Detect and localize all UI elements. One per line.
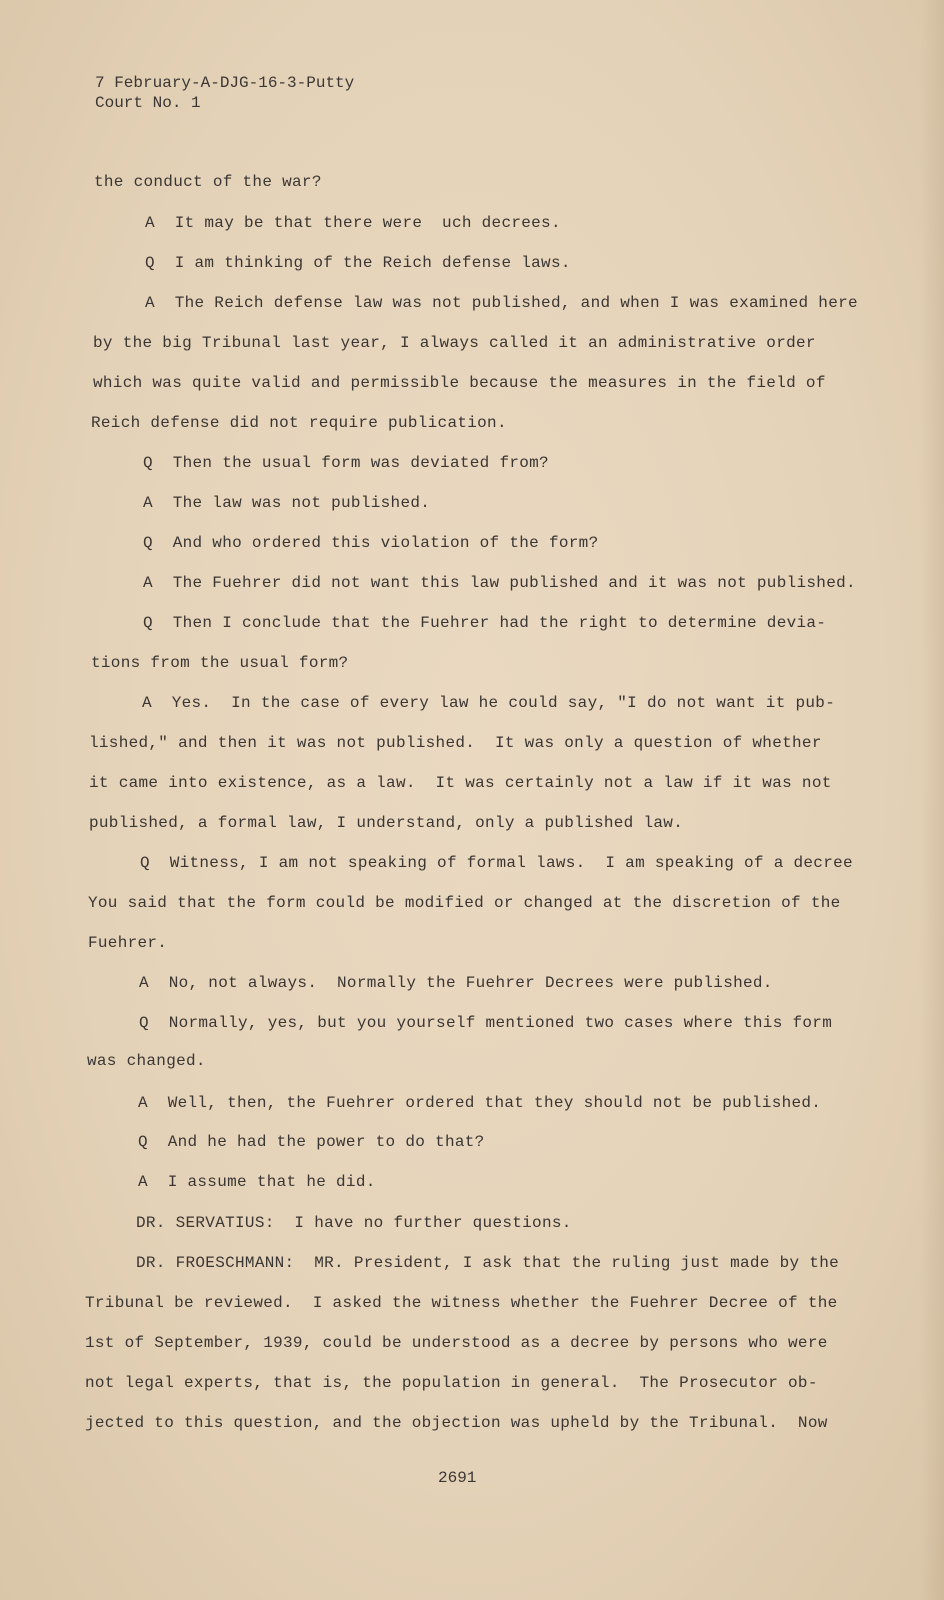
text-line: You said that the form could be modified or changed at the discretion of the xyxy=(88,894,841,912)
text-line: Reich defense did not require publication. xyxy=(91,414,507,432)
text-line: A Well, then, the Fuehrer ordered that they should not be published. xyxy=(138,1094,822,1112)
text-line: Tribunal be reviewed. I asked the witness whether the Fuehrer Decree of the xyxy=(85,1294,838,1312)
text-line: DR. SERVATIUS: I have no further questions. xyxy=(136,1214,572,1232)
text-line: by the big Tribunal last year, I always called it an administrative order xyxy=(93,334,816,352)
text-line: A It may be that there were uch decrees. xyxy=(145,214,561,232)
text-line: A The Reich defense law was not published, and when I was examined here xyxy=(145,294,858,312)
text-line: A I assume that he did. xyxy=(138,1173,376,1191)
text-line: A Yes. In the case of every law he could say, "I do not want it pub- xyxy=(142,694,836,712)
text-line: it came into existence, as a law. It was certainly not a law if it was not xyxy=(89,774,832,792)
text-line: Q Normally, yes, but you yourself mentioned two cases where this form xyxy=(139,1014,833,1032)
text-line: Q I am thinking of the Reich defense laws. xyxy=(145,254,571,272)
text-line: Q And who ordered this violation of the form? xyxy=(143,534,599,552)
page-edge-shadow xyxy=(920,0,944,1600)
document-header xyxy=(95,73,354,113)
text-line: A No, not always. Normally the Fuehrer Decrees were published. xyxy=(139,974,773,992)
text-line: A The law was not published. xyxy=(143,494,431,512)
text-line: published, a formal law, I understand, only a published law. xyxy=(89,814,684,832)
text-line: Q Then the usual form was deviated from? xyxy=(143,454,549,472)
header-line-2: Court No. 1 xyxy=(95,94,201,112)
text-line: A The Fuehrer did not want this law published and it was not published. xyxy=(143,574,856,592)
text-line: lished," and then it was not published. It was only a question of whether xyxy=(89,734,822,752)
text-line: Fuehrer. xyxy=(88,934,168,952)
text-line: not legal experts, that is, the population in general. The Prosecutor ob- xyxy=(85,1374,818,1392)
header-line-1: 7 February-A-DJG-16-3-Putty xyxy=(95,74,355,92)
text-line: Q And he had the power to do that? xyxy=(138,1133,485,1151)
text-line: Q Then I conclude that the Fuehrer had the right to determine devia- xyxy=(143,614,827,632)
text-line: Q Witness, I am not speaking of formal laws. I am speaking of a decree xyxy=(140,854,853,872)
text-line: the conduct of the war? xyxy=(94,173,322,191)
text-line: which was quite valid and permissible because the measures in the field of xyxy=(93,374,826,392)
text-line: tions from the usual form? xyxy=(91,654,349,672)
text-line: 1st of September, 1939, could be understood as a decree by persons who were xyxy=(85,1334,828,1352)
text-line: was changed. xyxy=(87,1052,206,1070)
text-line: DR. FROESCHMANN: MR. President, I ask that the ruling just made by the xyxy=(136,1254,840,1272)
text-line: jected to this question, and the objection was upheld by the Tribunal. Now xyxy=(85,1414,828,1432)
page-number: 2691 xyxy=(438,1469,477,1487)
